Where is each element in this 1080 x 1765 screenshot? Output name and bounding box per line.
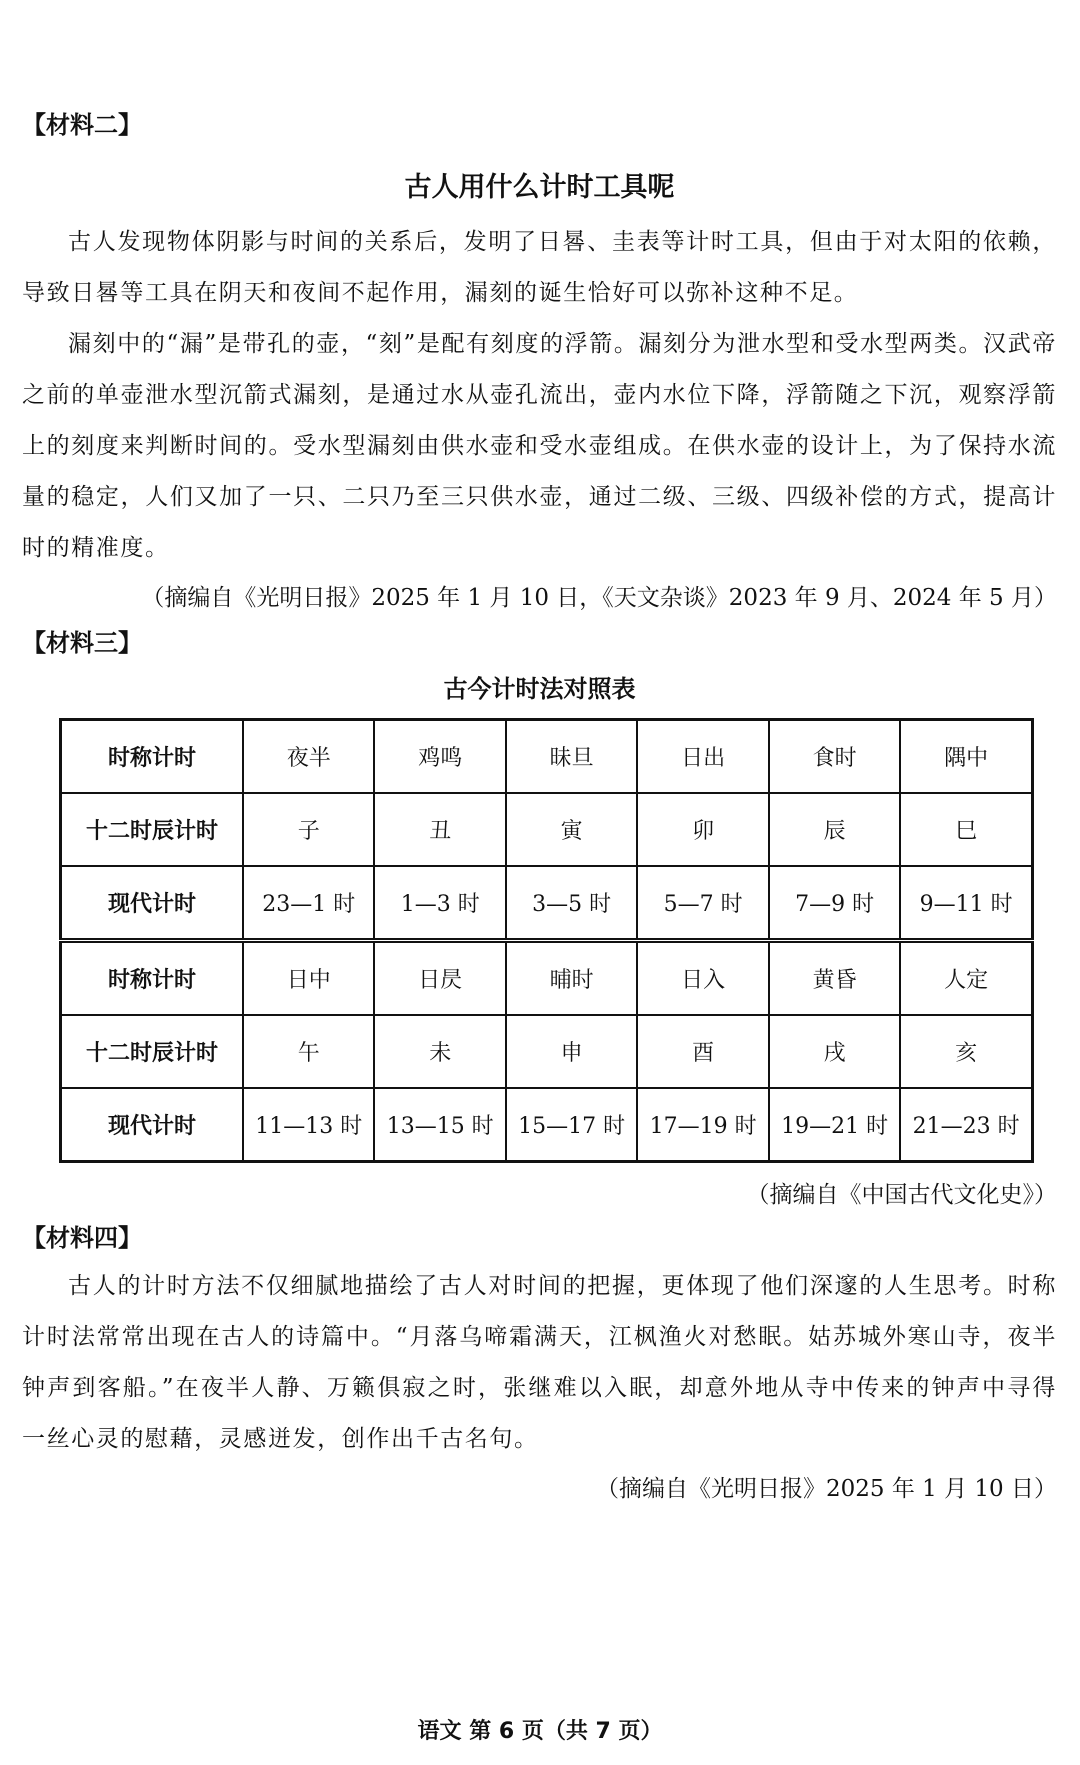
table-cell: 戌 <box>769 1015 900 1088</box>
table-cell: 21—23 时 <box>900 1088 1032 1162</box>
table-cell: 日出 <box>637 720 768 794</box>
table-cell: 3—5 时 <box>506 866 637 941</box>
row-header: 现代计时 <box>61 866 244 941</box>
material2-paragraph-1: 古人发现物体阴影与时间的关系后，发明了日晷、圭表等计时工具，但由于对太阳的依赖，导致日晷等工具在阴天和夜间不起作用，漏刻的诞生恰好可以弥补这种不足。 <box>22 229 1057 306</box>
exam-page <box>22 110 1057 1509</box>
table-cell: 昧旦 <box>506 720 637 794</box>
time-comparison-table <box>59 718 1034 1163</box>
table-cell: 17—19 时 <box>637 1088 768 1162</box>
table-cell: 1—3 时 <box>374 866 505 941</box>
material2-paragraph-2: 漏刻中的“漏”是带孔的壶，“刻”是配有刻度的浮箭。漏刻分为泄水型和受水型两类。汉武帝之前的单壶泄水型沉箭式漏刻，是通过水从壶孔流出，壶内水位下降，浮箭随之下沉，观察浮箭上的刻度来判断时间的。受水型漏刻由供水壶和受水壶组成。在供水壶的设计上，为了保持水流量的稳定，人们又加了一只、二只乃至三只供水壶，通过二级、三级、四级补偿的方式，提高计时的精准度。 <box>22 331 1057 561</box>
table-cell: 黄昏 <box>769 941 900 1016</box>
table-row <box>61 866 1033 941</box>
table-cell: 人定 <box>900 941 1032 1016</box>
table-cell: 13—15 时 <box>374 1088 505 1162</box>
table-cell: 夜半 <box>243 720 374 794</box>
row-header: 时称计时 <box>61 720 244 794</box>
table-cell: 寅 <box>506 793 637 866</box>
table-cell: 15—17 时 <box>506 1088 637 1162</box>
table-row <box>61 1015 1033 1088</box>
table-cell: 食时 <box>769 720 900 794</box>
table-cell: 辰 <box>769 793 900 866</box>
material4-label: 【材料四】 <box>22 1224 142 1252</box>
material4-paragraph-1: 古人的计时方法不仅细腻地描绘了古人对时间的把握，更体现了他们深邃的人生思考。时称计时法常常出现在古人的诗篇中。“月落乌啼霜满天，江枫渔火对愁眠。姑苏城外寒山寺，夜半钟声到客船。”在夜半人静、万籁俱寂之时，张继难以入眠，却意外地从寺中传来的钟声中寻得一丝心灵的慰藉，灵感迸发，创作出千古名句。 <box>22 1273 1057 1452</box>
table-cell: 卯 <box>637 793 768 866</box>
table-cell: 9—11 时 <box>900 866 1032 941</box>
table-cell: 23—1 时 <box>243 866 374 941</box>
material3-source: （摘编自《中国古代文化史》） <box>746 1182 1057 1208</box>
table-row <box>61 941 1033 1016</box>
table-cell: 7—9 时 <box>769 866 900 941</box>
row-header: 时称计时 <box>61 941 244 1016</box>
table-cell: 未 <box>374 1015 505 1088</box>
table-cell: 子 <box>243 793 374 866</box>
material2-label: 【材料二】 <box>22 111 142 139</box>
row-header: 十二时辰计时 <box>61 793 244 866</box>
table-cell: 申 <box>506 1015 637 1088</box>
table-cell: 日昃 <box>374 941 505 1016</box>
table-cell: 亥 <box>900 1015 1032 1088</box>
row-header: 十二时辰计时 <box>61 1015 244 1088</box>
table-cell: 隅中 <box>900 720 1032 794</box>
table-cell: 酉 <box>637 1015 768 1088</box>
page-footer: 语文 第 6 页（共 7 页） <box>417 1719 663 1744</box>
material2-source: （摘编自《光明日报》2025 年 1 月 10 日，《天文杂谈》2023 年 9 月、2024 年 5 月） <box>141 585 1057 611</box>
table-row <box>61 720 1033 794</box>
table-row <box>61 793 1033 866</box>
table-cell: 鸡鸣 <box>374 720 505 794</box>
table-cell: 11—13 时 <box>243 1088 374 1162</box>
table-cell: 晡时 <box>506 941 637 1016</box>
material2-title: 古人用什么计时工具呢 <box>404 172 675 203</box>
table-cell: 巳 <box>900 793 1032 866</box>
table-cell: 日入 <box>637 941 768 1016</box>
material4-source: （摘编自《光明日报》2025 年 1 月 10 日） <box>596 1476 1057 1502</box>
table-cell: 5—7 时 <box>637 866 768 941</box>
table-row <box>61 1088 1033 1162</box>
row-header: 现代计时 <box>61 1088 244 1162</box>
table-cell: 日中 <box>243 941 374 1016</box>
material3-label: 【材料三】 <box>22 629 142 657</box>
table-cell: 午 <box>243 1015 374 1088</box>
table-cell: 丑 <box>374 793 505 866</box>
table-cell: 19—21 时 <box>769 1088 900 1162</box>
material3-table-title: 古今计时法对照表 <box>443 675 636 703</box>
